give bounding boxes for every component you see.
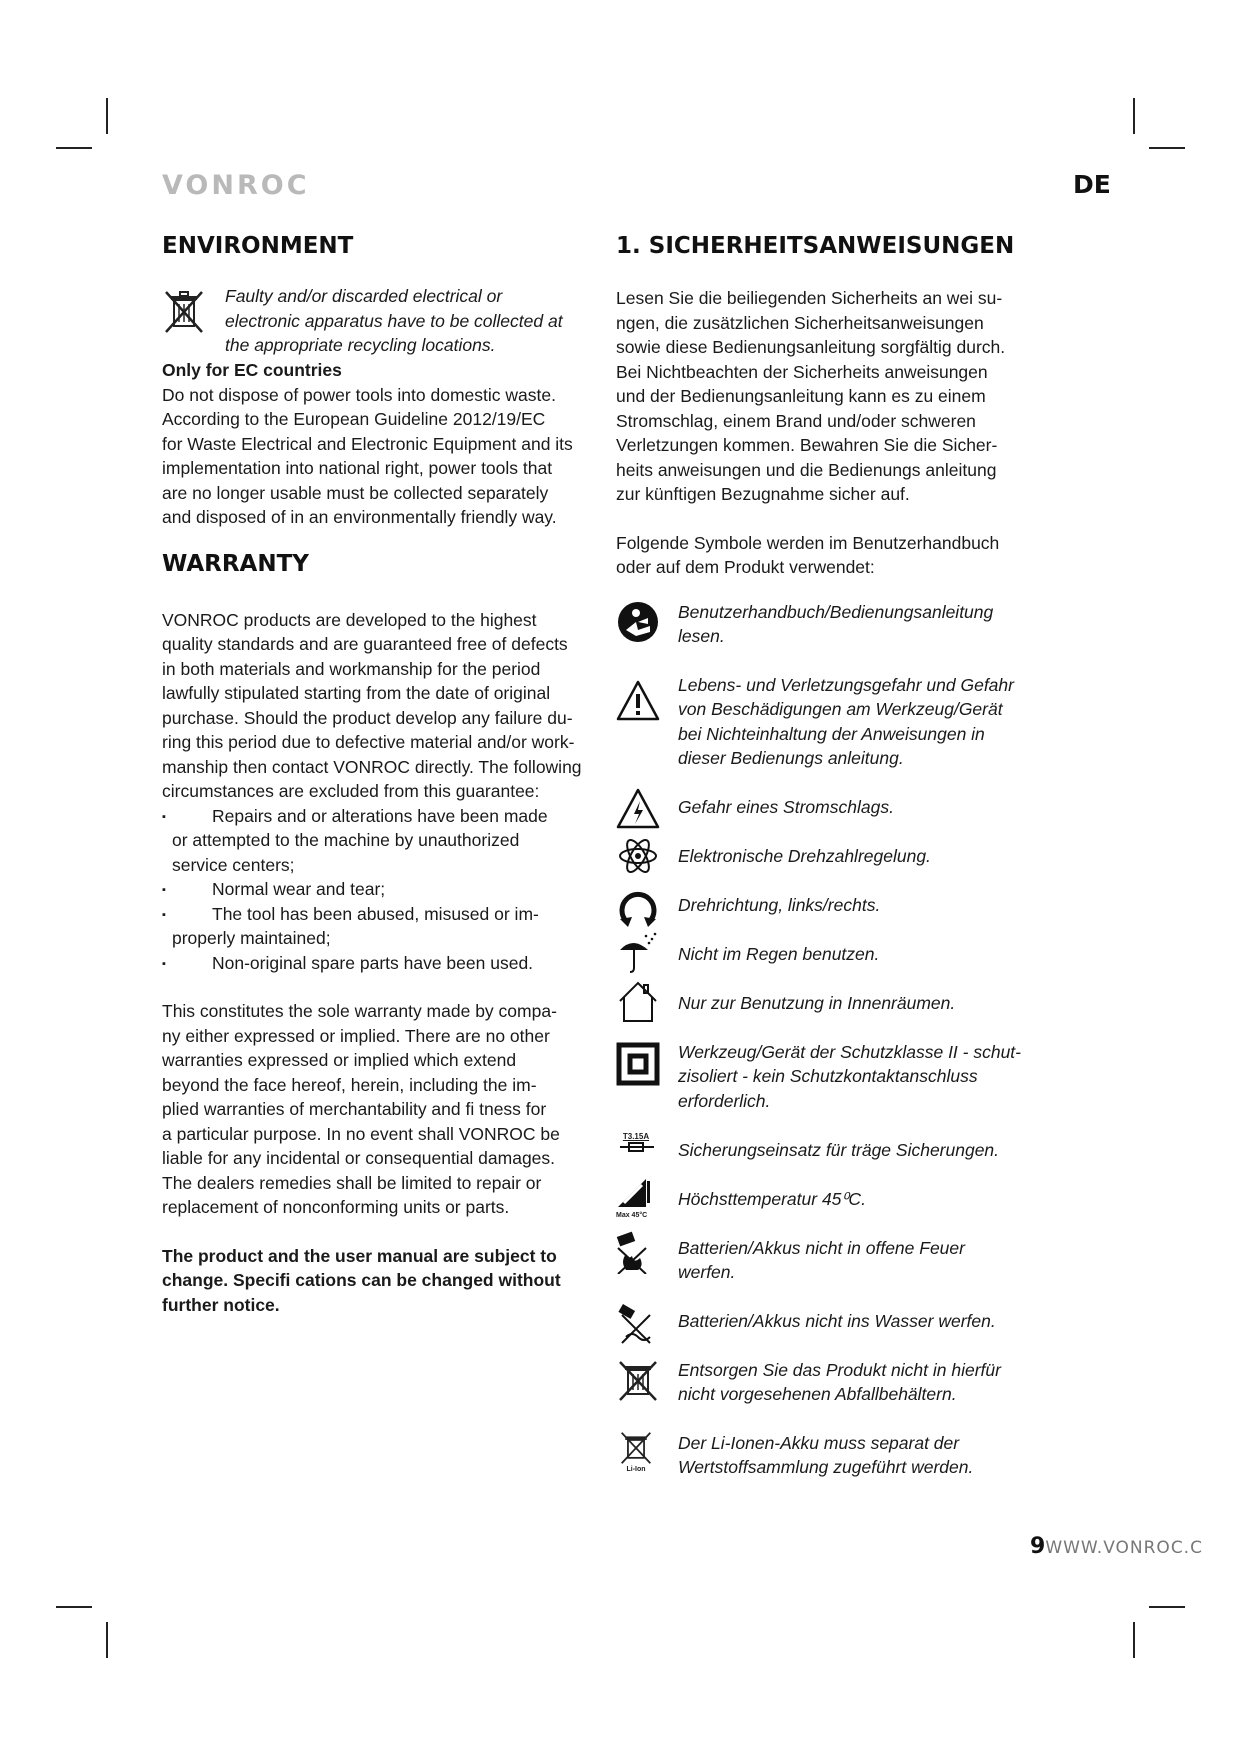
no-rain-icon: [616, 930, 660, 974]
weee-line: the appropriate recycling locations.: [225, 335, 496, 355]
symbols-intro: [616, 531, 1061, 580]
body-line: Stromschlag, einem Brand und/oder schweren: [616, 410, 976, 431]
indoor-house-icon: [616, 979, 660, 1023]
li-ion-bin-icon: [616, 1431, 660, 1475]
body-line: lawfully stipulated starting from the date of original: [162, 683, 551, 703]
crop-mark: [1133, 98, 1135, 134]
exclusion-list: [162, 804, 602, 976]
thermometer-icon: [616, 1177, 652, 1209]
body-line: VONROC products are developed to the highest: [162, 609, 537, 630]
symbol-text: [678, 942, 1063, 967]
crossed-bin-small-icon: [616, 1431, 656, 1465]
body-line: sowie diese Bedienungsanleitung sorgfältig durch.: [616, 337, 1006, 357]
symbol-line: Höchsttemperatur 45⁰C.: [678, 1188, 866, 1209]
symbol-line: Entsorgen Sie das Produkt nicht in hierfür: [678, 1359, 1001, 1380]
symbol-line: werfen.: [678, 1262, 736, 1282]
body-line: This constitutes the sole warranty made by compa-: [162, 1001, 557, 1021]
list-item-text: Repairs and or alterations have been made: [212, 805, 548, 826]
body-line: plied warranties of merchantability and fi tness for: [162, 1099, 547, 1119]
symbol-line: Der Li-Ionen-Akku muss separat der: [678, 1432, 960, 1453]
no-fire-battery-icon: [612, 1230, 656, 1274]
list-item: [162, 951, 602, 976]
li-ion-label: Li-Ion: [626, 1465, 646, 1473]
body-line: Folgende Symbole werden im Benutzerhandbuch: [616, 532, 1000, 553]
safety-heading: 1. SICHERHEITSANWEISUNGEN: [616, 233, 1015, 259]
list-item-text: Non-original spare parts have been used.: [212, 952, 534, 973]
symbol-line: Batterien/Akkus nicht ins Wasser werfen.: [678, 1310, 996, 1331]
body-line: beyond the face hereof, herein, including the im-: [162, 1074, 537, 1095]
crossed-bin-icon: [616, 1358, 660, 1402]
max-temperature-icon: [616, 1177, 660, 1221]
body-line: are no longer usable must be collected separately: [162, 482, 549, 503]
list-item-text: properly maintained;: [172, 928, 331, 948]
symbol-text: [678, 1309, 1063, 1334]
crop-mark: [106, 1622, 108, 1658]
body-line: ngen, die zusätzlichen Sicherheitsanweisungen: [616, 312, 984, 333]
change-notice: [162, 1244, 602, 1318]
crop-mark: [106, 98, 108, 134]
symbol-text: [678, 1358, 1063, 1407]
symbol-line: dieser Bedienungs anleitung.: [678, 748, 904, 768]
safety-intro: [616, 286, 1061, 507]
body-line: for Waste Electrical and Electronic Equipment and its: [162, 433, 573, 454]
symbol-text: [678, 1187, 1063, 1212]
temperature-label: Max 45°C: [616, 1211, 648, 1219]
notice-line: change. Specifi cations can be changed without: [162, 1270, 561, 1290]
body-line: circumstances are excluded from this guarantee:: [162, 781, 540, 801]
list-item-text: The tool has been abused, misused or im-: [212, 903, 539, 924]
left-column: [162, 228, 602, 1317]
symbol-text: [678, 1236, 1063, 1285]
symbol-text: [678, 1431, 1063, 1480]
warning-triangle-icon: [616, 679, 660, 723]
symbol-text: [678, 991, 1063, 1016]
body-line: oder auf dem Produkt verwendet:: [616, 557, 875, 577]
electric-shock-icon: [616, 787, 660, 831]
class-ii-icon: [616, 1042, 660, 1086]
symbol-line: Nur zur Benutzung in Innenräumen.: [678, 992, 956, 1013]
body-line: purchase. Should the product develop any failure du-: [162, 707, 573, 728]
environment-body: [162, 383, 602, 530]
body-line: Bei Nichtbeachten der Sicherheits anweisungen: [616, 361, 988, 382]
crossed-bin-icon: [162, 288, 206, 334]
fuse-icon: [616, 1132, 660, 1176]
warranty-intro: [162, 608, 602, 804]
body-line: und der Bedienungsanleitung kann es zu einem: [616, 386, 986, 406]
warranty-heading: WARRANTY: [162, 550, 309, 577]
list-item-text: or attempted to the machine by unauthorized: [172, 830, 520, 850]
page-number: 9: [1030, 1534, 1046, 1559]
weee-notice: [162, 284, 602, 358]
right-column: [616, 228, 1061, 1477]
body-line: ny either expressed or implied. There are no other: [162, 1025, 550, 1046]
list-item: [162, 804, 602, 878]
body-line: warranties expressed or implied which extend: [162, 1050, 517, 1070]
symbol-line: Batterien/Akkus nicht in offene Feuer: [678, 1237, 965, 1258]
warranty-closing: [162, 999, 602, 1220]
body-line: ring this period due to defective material and/or work-: [162, 732, 575, 752]
ec-subheading: Only for EC countries: [162, 360, 342, 380]
read-manual-icon: [616, 600, 660, 644]
body-line: in both materials and workmanship for the period: [162, 658, 541, 679]
no-water-battery-icon: [616, 1301, 660, 1345]
weee-line: Faulty and/or discarded electrical or: [225, 286, 503, 306]
body-line: replacement of nonconforming units or parts.: [162, 1197, 510, 1217]
body-line: The dealers remedies shall be limited to repair or: [162, 1172, 542, 1193]
crop-mark: [1149, 147, 1185, 149]
symbol-line: Wertstoffsammlung zugeführt werden.: [678, 1457, 974, 1477]
symbol-text: [678, 844, 1063, 869]
symbol-line: Elektronische Drehzahlregelung.: [678, 845, 931, 866]
body-line: Do not dispose of power tools into domestic waste.: [162, 384, 556, 405]
list-item-text: Normal wear and tear;: [212, 879, 386, 899]
crop-mark: [1149, 1606, 1185, 1608]
symbol-text: [678, 1138, 1063, 1163]
fuse-label: T3.15A: [622, 1131, 650, 1141]
page-footer: [1030, 1534, 1203, 1559]
crop-mark: [1133, 1622, 1135, 1658]
symbol-line: nicht vorgesehenen Abfallbehältern.: [678, 1384, 957, 1404]
environment-heading: ENVIRONMENT: [162, 233, 354, 259]
symbol-text: [678, 600, 1063, 649]
symbol-line: Gefahr eines Stromschlags.: [678, 796, 894, 817]
language-code: DE: [1073, 170, 1111, 199]
website-url: WWW.VONROC.C: [1045, 1538, 1203, 1558]
symbol-text: [678, 673, 1063, 771]
crop-mark: [56, 147, 92, 149]
symbol-line: zisoliert - kein Schutzkontaktanschluss: [678, 1066, 978, 1086]
symbol-line: bei Nichteinhaltung der Anweisungen in: [678, 723, 985, 744]
symbol-line: Nicht im Regen benutzen.: [678, 943, 880, 964]
symbol-text: [678, 795, 1063, 820]
symbol-line: Werkzeug/Gerät der Schutzklasse II - schut-: [678, 1041, 1022, 1062]
body-line: implementation into national right, power tools that: [162, 458, 553, 478]
notice-line: The product and the user manual are subject to: [162, 1245, 557, 1266]
list-item-text: service centers;: [172, 854, 295, 875]
symbol-line: Sicherungseinsatz für träge Sicherungen.: [678, 1139, 1000, 1160]
notice-line: further notice.: [162, 1294, 280, 1315]
body-line: heits anweisungen und die Bedienungs anleitung: [616, 459, 997, 480]
body-line: manship then contact VONROC directly. The following: [162, 756, 582, 777]
symbol-line: Lebens- und Verletzungsgefahr und Gefahr: [678, 674, 1014, 695]
symbol-text: [678, 893, 1063, 918]
body-line: quality standards and are guaranteed free of defects: [162, 634, 568, 654]
body-line: Verletzungen kommen. Bewahren Sie die Sicher-: [616, 435, 998, 455]
brand-logo: VONROC: [162, 170, 310, 201]
rotation-direction-icon: [616, 885, 660, 929]
electronic-speed-icon: [616, 834, 660, 878]
body-line: According to the European Guideline 2012/19/EC: [162, 409, 546, 429]
weee-line: electronic apparatus have to be collected at: [225, 310, 563, 331]
symbol-line: lesen.: [678, 626, 725, 646]
symbol-line: erforderlich.: [678, 1090, 771, 1111]
symbol-line: Benutzerhandbuch/Bedienungsanleitung: [678, 601, 994, 622]
symbol-line: Drehrichtung, links/rechts.: [678, 894, 881, 915]
symbol-line: von Beschädigungen am Werkzeug/Gerät: [678, 699, 1003, 719]
crop-mark: [56, 1606, 92, 1608]
body-line: Lesen Sie die beiliegenden Sicherheits an wei su-: [616, 288, 1003, 308]
symbol-text: [678, 1040, 1063, 1114]
body-line: and disposed of in an environmentally friendly way.: [162, 507, 557, 527]
body-line: a particular purpose. In no event shall VONROC be: [162, 1123, 560, 1144]
body-line: liable for any incidental or consequential damages.: [162, 1148, 556, 1168]
body-line: zur künftigen Bezugnahme sicher auf.: [616, 484, 910, 504]
list-item: [162, 902, 602, 951]
list-item: [162, 877, 602, 902]
